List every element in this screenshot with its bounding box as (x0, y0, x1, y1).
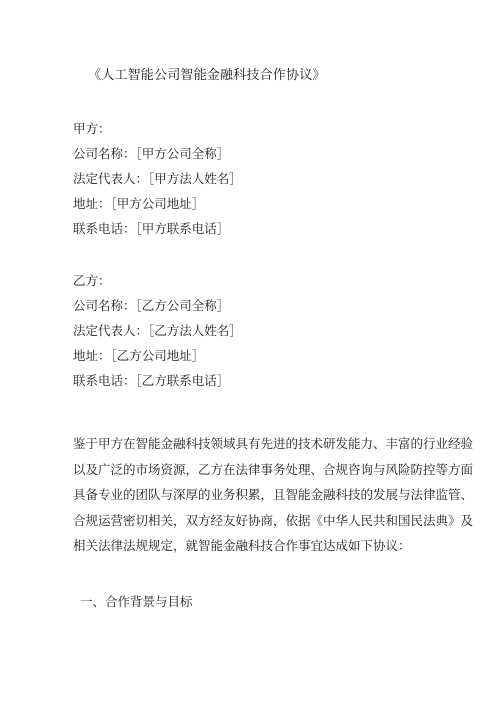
preamble-paragraph (73, 431, 474, 559)
party-a-phone: 联系电话：［甲方联系电话］ (73, 221, 230, 236)
section-heading: 一、合作背景与目标 (80, 594, 193, 609)
party-b-label: 乙方： (73, 273, 111, 288)
party-b-legal-representative: 法定代表人：［乙方法人姓名］ (73, 323, 242, 338)
party-a-company-name: 公司名称：［甲方公司全称］ (73, 146, 230, 161)
party-a-legal-representative: 法定代表人：［甲方法人姓名］ (73, 171, 242, 186)
preamble-line: 以及广泛的市场资源，乙方在法律事务处理、合规咨询与风险防控等方面 (73, 461, 474, 477)
party-b-block (73, 268, 242, 393)
party-a-label: 甲方： (73, 121, 111, 136)
party-a-block (73, 116, 242, 241)
party-a-address: 地址：［甲方公司地址］ (73, 196, 205, 211)
preamble-line: 鉴于甲方在智能金融科技领域具有先进的技术研发能力、丰富的行业经验 (73, 436, 474, 451)
party-b-company-name: 公司名称：［乙方公司全称］ (73, 298, 230, 313)
document-title: 《人工智能公司智能金融科技合作协议》 (88, 68, 326, 83)
preamble-line: 相关法律法规规定，就智能金融科技合作事宜达成如下协议： (73, 538, 411, 553)
party-b-address: 地址：［乙方公司地址］ (73, 348, 205, 363)
preamble-line: 具备专业的团队与深厚的业务积累，且智能金融科技的发展与法律监管、 (73, 487, 474, 502)
preamble-line: 合规运营密切相关，双方经友好协商，依据《中华人民共和国民法典》及 (73, 512, 474, 528)
party-b-phone: 联系电话：［乙方联系电话］ (73, 373, 230, 388)
